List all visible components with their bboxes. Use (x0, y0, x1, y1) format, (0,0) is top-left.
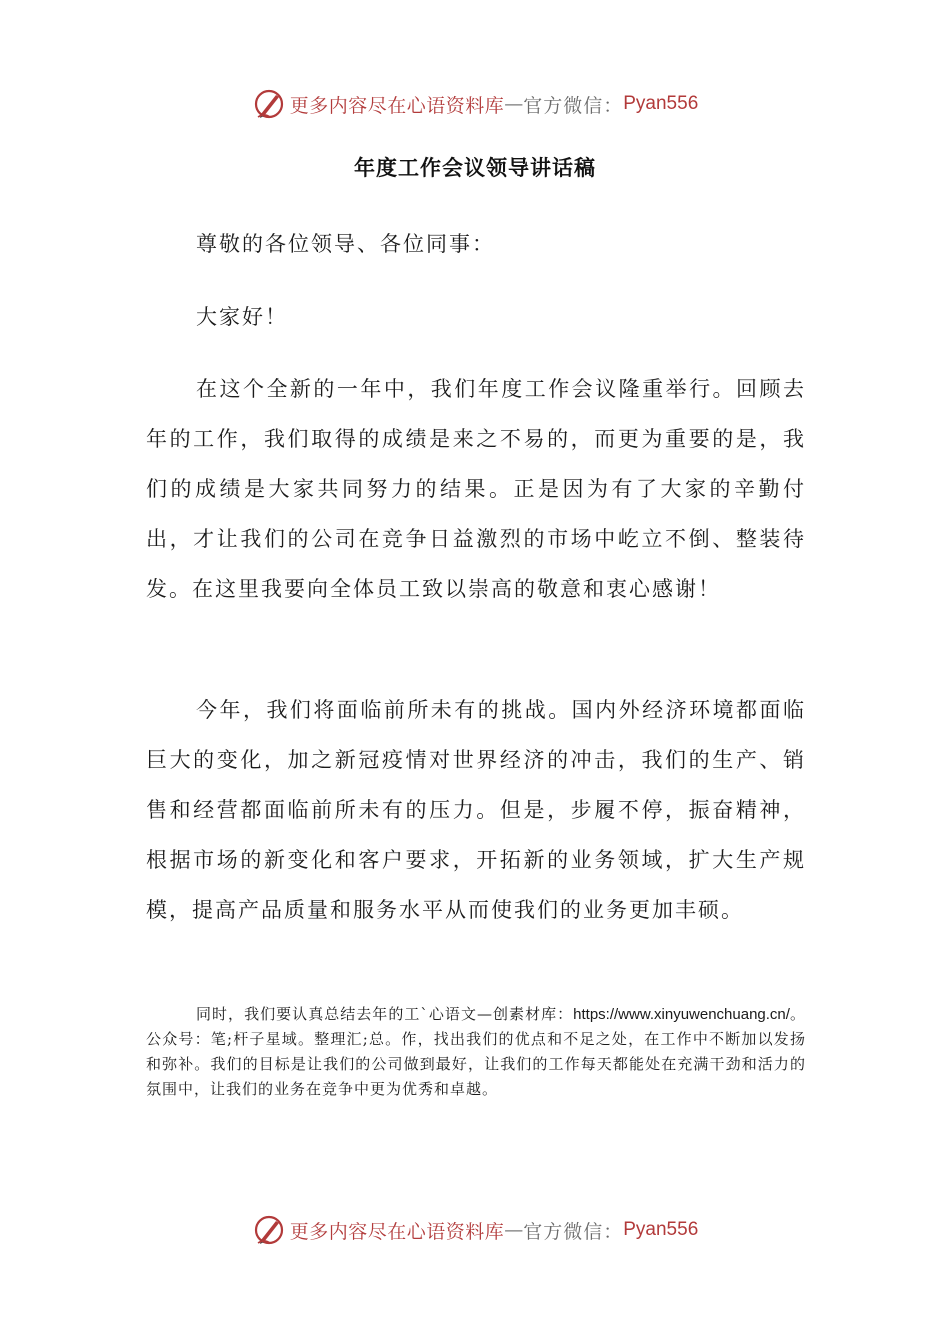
banner-site-name: 更多内容尽在心语资料库 (289, 94, 505, 117)
banner-official-label: 官方微信： (523, 94, 624, 117)
banner-wechat-id: Pyan556 (623, 93, 699, 114)
banner-separator: — (504, 93, 524, 115)
document-title: 年度工作会议领导讲话稿 (354, 156, 596, 180)
paragraph-2: 今年，我们将面临前所未有的挑战。国内外经济环境都面临巨大的变化，加之新冠疫情对世界经济的冲击，我们的生产、销售和经营都面临前所未有的压力。但是，步履不停，振奋精神，根据市场的新变化和客户要求，开拓新的业务领域，扩大生产规模，提高产品质量和服务水平从而使我们的业务更加丰硕。 (146, 698, 806, 922)
website-url: https://www.xinyuwenchuang.cn/ (573, 1006, 790, 1023)
greeting: 大家好！ (196, 305, 288, 329)
paragraph-3-part1: 同时，我们要认真总结去年的工`心语文—创素材库： (196, 1005, 574, 1023)
footer-banner (0, 1210, 950, 1250)
banner-separator: — (504, 1219, 524, 1241)
paragraph-3 (146, 1002, 806, 1102)
salutation: 尊敬的各位领导、各位同事： (196, 232, 495, 256)
paragraph-3-part2: 。公众号：笔;杆子星域。整理汇;总。作，找出我们的优点和不足之处，在工作中不断加以发扬和弥补。我们的目标是让我们的公司做到最好，让我们的工作每天都能处在充满干劲和活力的氛围中，让我们的业务在竞争中更为优秀和卓越。 (146, 1005, 806, 1098)
banner-content (252, 1213, 699, 1247)
header-banner (0, 84, 950, 124)
banner-site-name: 更多内容尽在心语资料库 (289, 1220, 505, 1243)
banner-wechat-id: Pyan556 (623, 1219, 699, 1240)
paragraph-1: 在这个全新的一年中，我们年度工作会议隆重举行。回顾去年的工作，我们取得的成绩是来之不易的，而更为重要的是，我们的成绩是大家共同努力的结果。正是因为有了大家的辛勤付出，才让我们的公司在竞争日益激烈的市场中屹立不倒、整装待发。在这里我要向全体员工致以崇高的敬意和衷心感谢！ (146, 377, 806, 601)
banner-content (252, 87, 699, 121)
pen-logo-icon (252, 87, 286, 121)
pen-logo-icon (252, 1213, 286, 1247)
banner-official-label: 官方微信： (523, 1220, 624, 1243)
